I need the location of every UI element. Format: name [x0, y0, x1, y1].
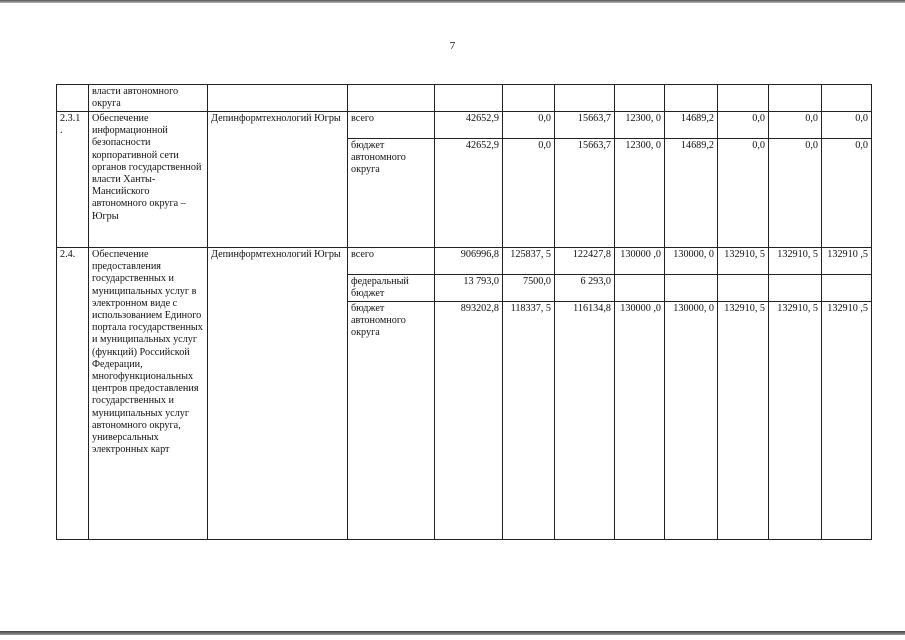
- value-cell: [615, 275, 665, 302]
- value-cell: 0,0: [822, 112, 872, 139]
- funding-source-cell: бюджет автономного округа: [348, 139, 435, 248]
- activity-name-cell: Обеспечение информационной безопасности корпоративной сети органов государственной власти Ханты-Мансийского автономного округа – Югры: [89, 112, 208, 248]
- value-cell: [769, 85, 822, 112]
- page-number: 7: [449, 40, 456, 52]
- value-cell: 0,0: [822, 139, 872, 248]
- value-cell: 15663,7: [555, 112, 615, 139]
- value-cell: [555, 85, 615, 112]
- value-cell: [665, 85, 718, 112]
- executor-cell: [208, 85, 348, 112]
- value-cell: 116134,8: [555, 302, 615, 540]
- program-funding-table: [56, 84, 872, 540]
- table-row: [57, 85, 872, 112]
- value-cell: 7500,0: [503, 275, 555, 302]
- value-cell: 15663,7: [555, 139, 615, 248]
- funding-source-cell: всего: [348, 112, 435, 139]
- value-cell: 0,0: [718, 112, 769, 139]
- value-cell: 130000 ,0: [615, 302, 665, 540]
- value-cell: [769, 275, 822, 302]
- value-cell: 0,0: [503, 139, 555, 248]
- row-number-cell: 2.3.1 .: [57, 112, 89, 248]
- value-cell: [822, 275, 872, 302]
- value-cell: 893202,8: [435, 302, 503, 540]
- funding-source-cell: федеральный бюджет: [348, 275, 435, 302]
- scan-edge-bottom: [0, 631, 905, 635]
- value-cell: 130000 ,0: [615, 248, 665, 275]
- value-cell: 130000, 0: [665, 302, 718, 540]
- value-cell: 0,0: [503, 112, 555, 139]
- funding-source-cell: бюджет автономного округа: [348, 302, 435, 540]
- value-cell: 0,0: [769, 139, 822, 248]
- funding-source-cell: всего: [348, 248, 435, 275]
- value-cell: [615, 85, 665, 112]
- value-cell: 14689,2: [665, 112, 718, 139]
- value-cell: 132910 ,5: [822, 302, 872, 540]
- value-cell: 12300, 0: [615, 139, 665, 248]
- activity-name-cell: Обеспечение предоставления государственных и муниципальных услуг в электронном виде с использованием Единого портала государственных и муниципальных услуг (функций) Российской Федерации, многофункциональных центров предоставления государственных и муниципальных услуг автономного округа, универсальных электронных карт: [89, 248, 208, 540]
- value-cell: [718, 275, 769, 302]
- value-cell: [822, 85, 872, 112]
- value-cell: 0,0: [718, 139, 769, 248]
- value-cell: 12300, 0: [615, 112, 665, 139]
- value-cell: 13 793,0: [435, 275, 503, 302]
- funding-source-cell: [348, 85, 435, 112]
- value-cell: 125837, 5: [503, 248, 555, 275]
- executor-cell: Депинформтехнологий Югры: [208, 248, 348, 540]
- value-cell: [435, 85, 503, 112]
- value-cell: [718, 85, 769, 112]
- value-cell: [665, 275, 718, 302]
- scan-edge-top: [0, 0, 905, 3]
- value-cell: 132910, 5: [769, 302, 822, 540]
- value-cell: 132910 ,5: [822, 248, 872, 275]
- value-cell: [503, 85, 555, 112]
- value-cell: 906996,8: [435, 248, 503, 275]
- value-cell: 14689,2: [665, 139, 718, 248]
- row-number-cell: 2.4.: [57, 248, 89, 540]
- table-row: [57, 112, 872, 139]
- row-number-cell: [57, 85, 89, 112]
- value-cell: 122427,8: [555, 248, 615, 275]
- value-cell: 132910, 5: [769, 248, 822, 275]
- value-cell: 0,0: [769, 112, 822, 139]
- value-cell: 118337, 5: [503, 302, 555, 540]
- value-cell: 6 293,0: [555, 275, 615, 302]
- activity-name-cell: власти автономного округа: [89, 85, 208, 112]
- table-row: [57, 248, 872, 275]
- value-cell: 42652,9: [435, 139, 503, 248]
- value-cell: 130000, 0: [665, 248, 718, 275]
- executor-cell: Депинформтехнологий Югры: [208, 112, 348, 248]
- value-cell: 42652,9: [435, 112, 503, 139]
- value-cell: 132910, 5: [718, 302, 769, 540]
- value-cell: 132910, 5: [718, 248, 769, 275]
